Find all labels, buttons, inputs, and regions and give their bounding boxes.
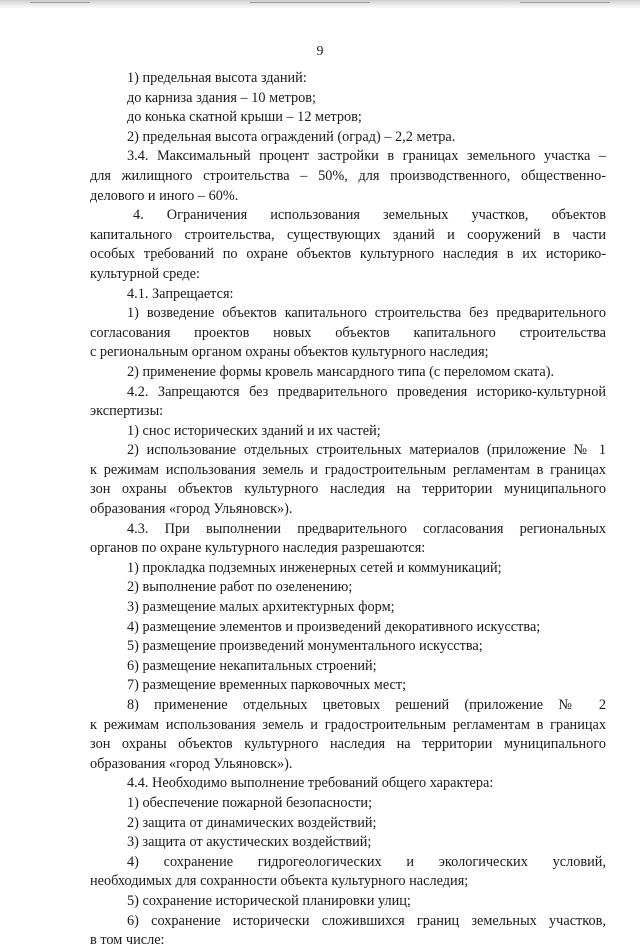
text-line: 4.3. При выполнении предварительного согласования региональных (127, 520, 606, 537)
text-line: 4.2. Запрещаются без предварительного проведения историко-культурной (127, 383, 606, 400)
text-line: 3.4. Максимальный процент застройки в границах земельного участка – (127, 148, 606, 165)
text-line: 4) сохранение гидрогеологических и экологических условий, (127, 853, 606, 870)
text-line: 2) защита от динамических воздействий; (127, 814, 377, 831)
text-line: зон охраны объектов культурного наследия на территории муниципального (90, 736, 606, 753)
text-line: 1) снос исторических зданий и их частей; (127, 422, 381, 439)
page-number: 9 (316, 44, 324, 59)
text-line: образования «город Ульяновск»). (90, 755, 293, 772)
text-line: до карниза здания – 10 метров; (127, 89, 316, 106)
text-line: 4.1. Запрещается: (127, 285, 234, 302)
text-line: 4.4. Необходимо выполнение требований общего характера: (127, 775, 494, 792)
text-line: до конька скатной крыши – 12 метров; (127, 109, 362, 126)
text-line: особых требований по охране объектов культурного наследия в их историко- (90, 246, 606, 263)
text-line: зон охраны объектов культурного наследия на территории муниципального (90, 481, 606, 498)
text-line: с региональным органом охраны объектов культурного наследия; (90, 344, 489, 361)
text-line: к режимам использования земель и градостроительным регламентам в границах (90, 716, 606, 733)
text-line: культурной среде: (90, 265, 200, 282)
text-line: 2) предельная высота ограждений (оград) – 2,2 метра. (127, 128, 456, 145)
text-line: согласования проектов новых объектов капитального строительства (90, 324, 606, 341)
text-line: 7) размещение временных парковочных мест; (127, 677, 407, 694)
text-line: 4. Ограничения использования земельных участков, объектов (133, 207, 606, 224)
text-line: делового и иного – 60%. (90, 187, 239, 204)
text-line: 8) применение отдельных цветовых решений (приложение № 2 (127, 697, 606, 713)
text-line: 3) размещение малых архитектурных форм; (127, 599, 395, 616)
text-line: 1) предельная высота зданий: (127, 70, 307, 86)
text-line: 1) прокладка подземных инженерных сетей и коммуникаций; (127, 559, 502, 576)
text-line: 2) использование отдельных строительных материалов (приложение № 1 (127, 442, 606, 459)
scan-edge-mark (30, 2, 90, 3)
text-line: в том числе: (90, 932, 165, 949)
text-line: 1) возведение объектов капитального строительства без предварительного (127, 305, 606, 322)
text-line: к режимам использования земель и градостроительным регламентам в границах (90, 461, 606, 478)
text-line: 5) размещение произведений монументального искусства; (127, 638, 483, 655)
text-line: 6) сохранение исторически сложившихся границ земельных участков, (127, 912, 606, 929)
text-line: органов по охране культурного наследия разрешаются: (90, 540, 426, 557)
text-line: 4) размещение элементов и произведений декоративного искусства; (127, 618, 541, 635)
text-line: экспертизы: (90, 403, 164, 420)
text-line: 6) размещение некапитальных строений; (127, 657, 377, 674)
text-line: образования «город Ульяновск»). (90, 501, 293, 518)
text-line: 2) применение формы кровель мансардного типа (с переломом ската). (127, 363, 555, 380)
document-body (90, 69, 606, 951)
text-line: для жилищного строительства – 50%, для производственного, общественно- (90, 167, 606, 184)
scan-edge-mark (520, 2, 610, 3)
text-line: капитального строительства, существующих зданий и сооружений в части (90, 226, 606, 243)
scan-edge-mark (250, 2, 370, 3)
text-line: 1) обеспечение пожарной безопасности; (127, 794, 373, 811)
text-line: 5) сохранение исторической планировки улиц; (127, 892, 411, 909)
text-line: 3) защита от акустических воздействий; (127, 834, 372, 851)
text-line: необходимых для сохранности объекта культурного наследия; (90, 873, 469, 890)
text-line: 2) выполнение работ по озеленению; (127, 579, 353, 596)
